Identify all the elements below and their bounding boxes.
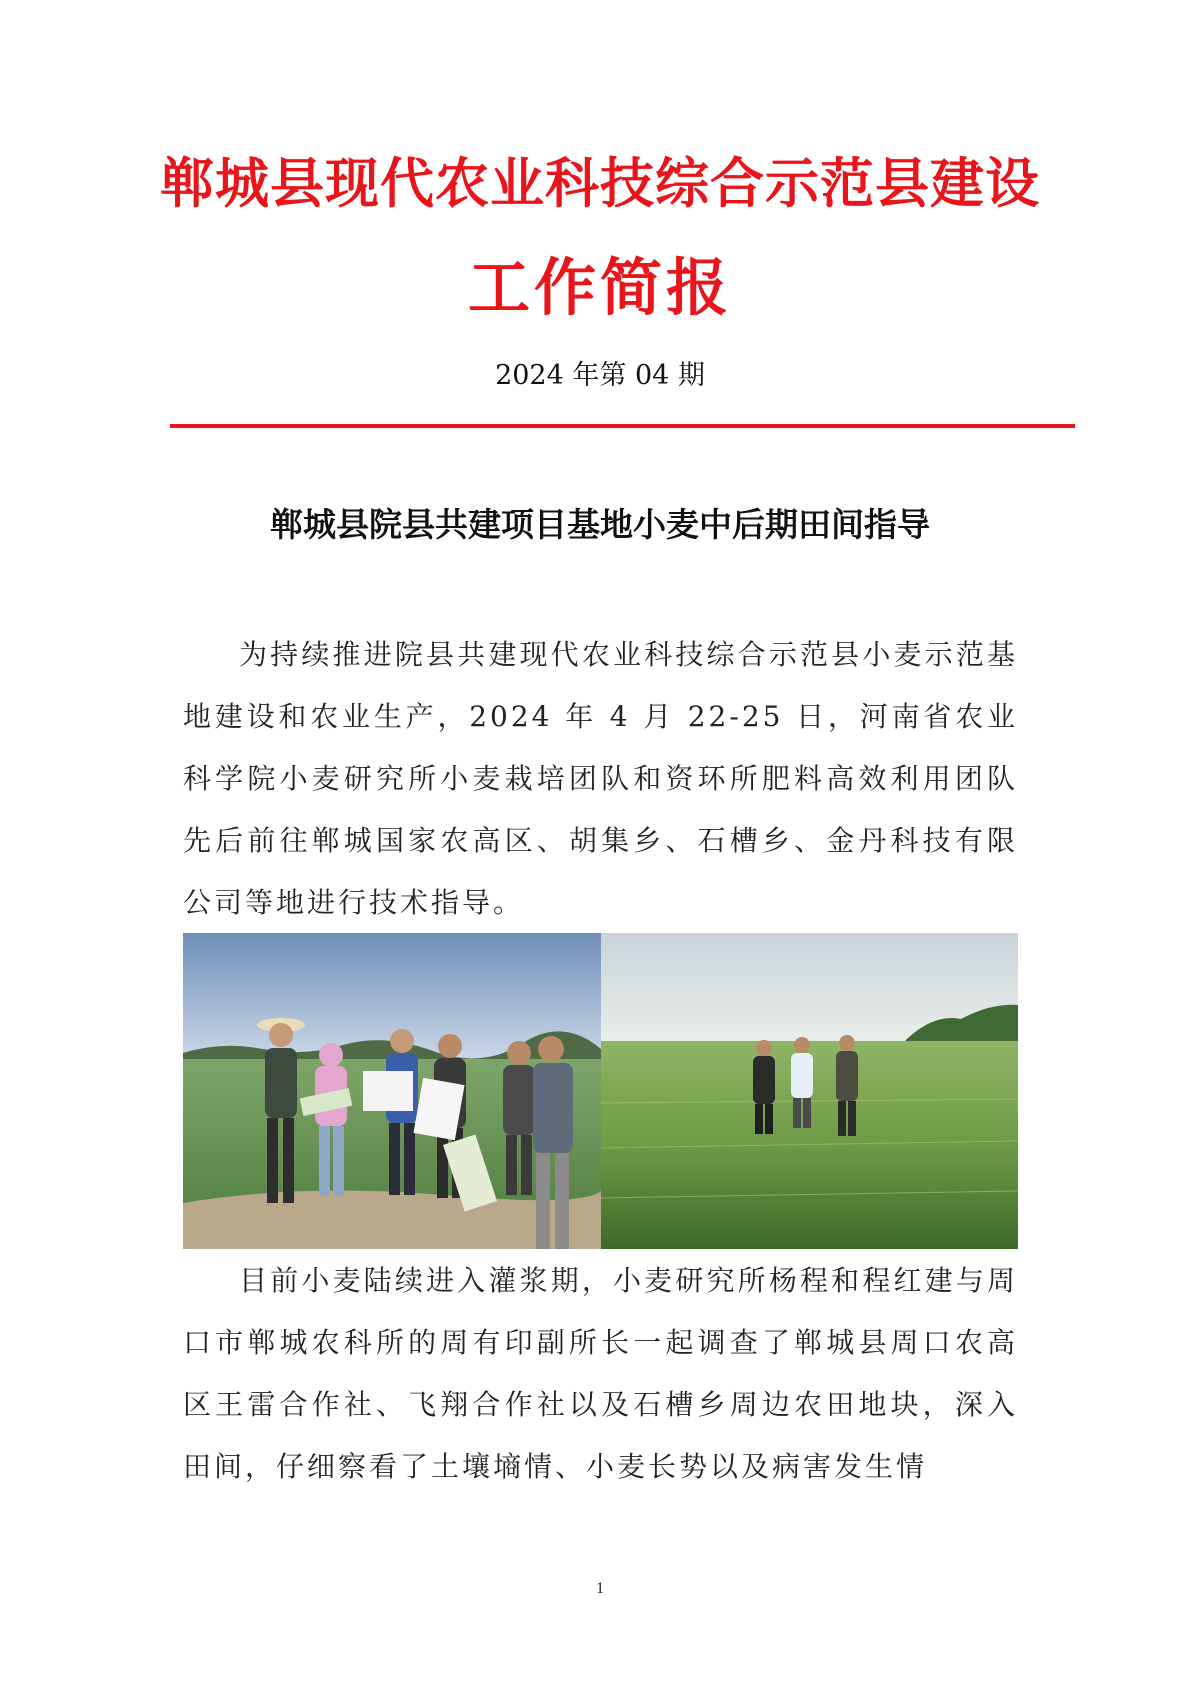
masthead-subtitle: 工作简报 bbox=[467, 251, 732, 324]
masthead-divider bbox=[170, 424, 1075, 428]
page-number: 1 bbox=[596, 1580, 604, 1597]
issue-number: 2024 年第 04 期 bbox=[495, 360, 705, 391]
article-paragraph: 目前小麦陆续进入灌浆期，小麦研究所杨程和程红建与周口市郸城农科所的周有印副所长一起调查了郸城县周口农高区王雷合作社、飞翔合作社以及石槽乡周边农田地块，深入田间，仔细察看了土壤墒情、小麦长势以及病害发生情 bbox=[183, 1264, 1018, 1483]
photo-row bbox=[183, 933, 1018, 1249]
field-photo-left-image bbox=[183, 933, 601, 1249]
field-photo-right-image bbox=[601, 933, 1018, 1249]
article-paragraph: 为持续推进院县共建现代农业科技综合示范县小麦示范基地建设和农业生产，2024 年 4 月 22-25 日，河南省农业科学院小麦研究所小麦栽培团队和资环所肥料高效利用团队先后前往郸城国家农高区、胡集乡、石槽乡、金丹科技有限公司等地进行技术指导。 bbox=[183, 638, 1018, 919]
photo-experts-with-posters bbox=[183, 933, 601, 1249]
photo-experts-in-wheat-field bbox=[601, 933, 1018, 1249]
masthead-title: 郸城县现代农业科技综合示范县建设 bbox=[160, 151, 1040, 215]
article-title: 郸城县院县共建项目基地小麦中后期田间指导 bbox=[270, 505, 930, 544]
